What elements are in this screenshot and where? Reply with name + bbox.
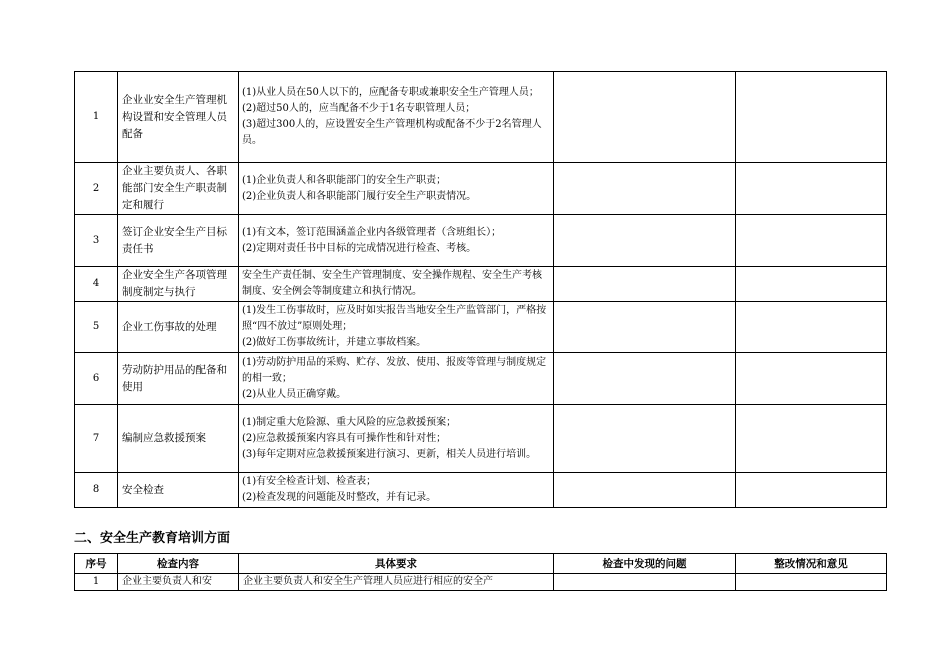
row-item: 企业安全生产各项管理制度制定与执行	[118, 267, 239, 302]
row-number: 5	[75, 302, 118, 353]
row-problems-cell	[554, 574, 736, 591]
row-requirements	[239, 215, 554, 267]
row-problems-cell	[554, 353, 736, 405]
row-item: 安全检查	[118, 473, 239, 508]
row-number: 8	[75, 473, 118, 508]
requirement-line: (1)发生工伤事故时，应及时如实报告当地安全生产监管部门，严格按照“四不放过”原则处理；	[242, 305, 547, 332]
requirement-line: (1)有安全检查计划、检查表；	[242, 476, 377, 487]
row-problems-cell	[554, 302, 736, 353]
table-row	[75, 574, 887, 591]
row-rectify-cell	[736, 405, 887, 473]
row-problems-cell	[554, 215, 736, 267]
row-number: 1	[75, 574, 118, 591]
row-item: 企业工伤事故的处理	[118, 302, 239, 353]
row-item: 签订企业安全生产目标责任书	[118, 215, 239, 267]
row-requirements	[239, 405, 554, 473]
requirement-line: (1)制定重大危险源、重大风险的应急救援预案；	[242, 416, 457, 428]
row-rectify-cell	[736, 353, 887, 405]
table-row	[75, 302, 887, 353]
row-rectify-cell	[736, 302, 887, 353]
row-rectify-cell	[736, 215, 887, 267]
row-requirements	[239, 72, 554, 163]
row-number: 3	[75, 215, 118, 267]
row-problems-cell	[554, 72, 736, 163]
row-problems-cell	[554, 267, 736, 302]
table-row	[75, 163, 887, 215]
requirement-line: (2)定期对责任书中目标的完成情况进行检查、考核。	[242, 242, 477, 254]
requirement-line: (2)做好工伤事故统计，并建立事故档案。	[242, 337, 427, 348]
inspection-table-part2	[74, 553, 887, 591]
table-row	[75, 72, 887, 163]
table-row	[75, 405, 887, 473]
section-title: 二、安全生产教育培训方面	[74, 531, 231, 546]
row-item: 劳动防护用品的配备和使用	[118, 353, 239, 405]
row-item: 编制应急救援预案	[118, 405, 239, 473]
row-rectify-cell	[736, 163, 887, 215]
header-item: 检查内容	[118, 554, 239, 574]
table-row	[75, 215, 887, 267]
row-number: 7	[75, 405, 118, 473]
requirement-line: (1)企业负责人和各职能部门的安全生产职责；	[242, 174, 447, 186]
requirement-line: (2)企业负责人和各职能部门履行安全生产职责情况。	[242, 190, 477, 202]
row-requirements	[239, 163, 554, 215]
table-row	[75, 473, 887, 508]
header-req: 具体要求	[239, 554, 554, 574]
row-problems-cell	[554, 405, 736, 473]
requirement-line: (3)超过300人的，应设置安全生产管理机构或配备不少于2名管理人员。	[242, 119, 542, 146]
row-requirements	[239, 473, 554, 508]
requirement-line: 安全生产责任制、安全生产管理制度、安全操作规程、安全生产考核制度、安全例会等制度建立和执行情况。	[242, 270, 542, 297]
requirement-line: (1)有文本，签订范围涵盖企业内各级管理者（含班组长）；	[242, 226, 502, 238]
row-requirements	[239, 302, 554, 353]
requirement-line: (1)从业人员在50人以下的，应配备专职或兼职安全生产管理人员；	[242, 87, 539, 98]
requirement-line: (1)劳动防护用品的采购、贮存、发放、使用、报废等管理与制度规定的相一致；	[242, 356, 547, 384]
row-item: 企业主要负责人、各职能部门安全生产职责制定和履行	[118, 163, 239, 215]
inspection-table-part1	[74, 71, 887, 508]
row-requirement: 企业主要负责人和安全生产管理人员应进行相应的安全产	[239, 574, 554, 591]
requirement-line: (2)从业人员正确穿戴。	[242, 388, 347, 400]
requirement-line: (2)检查发现的问题能及时整改，并有记录。	[242, 492, 437, 503]
row-rectify-cell	[736, 473, 887, 508]
requirement-line: (2)超过50人的，应当配备不少于1名专职管理人员；	[242, 103, 476, 114]
row-item: 企业主要负责人和安	[118, 574, 239, 591]
header-rectify: 整改情况和意见	[736, 554, 887, 574]
row-rectify-cell	[736, 574, 887, 591]
row-number: 6	[75, 353, 118, 405]
row-item: 企业业安全生产管理机构设置和安全管理人员配备	[118, 72, 239, 163]
table-row	[75, 267, 887, 302]
table-header-row	[75, 554, 887, 574]
row-rectify-cell	[736, 72, 887, 163]
row-problems-cell	[554, 163, 736, 215]
row-number: 2	[75, 163, 118, 215]
table-row	[75, 353, 887, 405]
row-number: 1	[75, 72, 118, 163]
row-requirements	[239, 267, 554, 302]
row-requirements	[239, 353, 554, 405]
requirement-line: (2)应急救援预案内容具有可操作性和针对性；	[242, 432, 447, 444]
header-problems: 检查中发现的问题	[554, 554, 736, 574]
row-rectify-cell	[736, 267, 887, 302]
row-problems-cell	[554, 473, 736, 508]
header-num: 序号	[75, 554, 118, 574]
row-number: 4	[75, 267, 118, 302]
requirement-line: (3)每年定期对应急救援预案进行演习、更新，相关人员进行培训。	[242, 448, 537, 460]
